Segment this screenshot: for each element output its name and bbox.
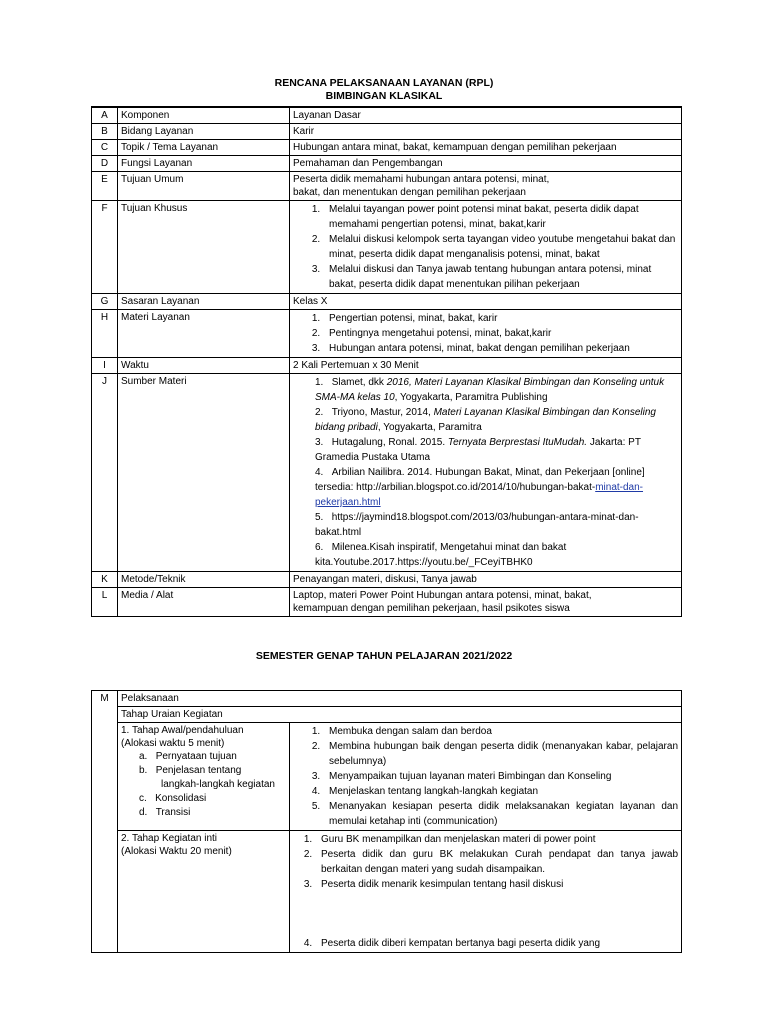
value-line: Laptop, materi Power Point Hubungan antara potensi, minat, bakat, [293, 590, 592, 601]
table-row [92, 374, 682, 572]
list-item: 2. Pentingnya mengetahui potensi, minat, bakat,karir [323, 326, 678, 341]
table-row [92, 572, 682, 588]
source-item: 2. Triyono, Mastur, 2014, Materi Layanan Klasikal Bimbingan dan Konseling bidang pribadi, Yogyakarta, Paramitra [315, 407, 656, 433]
list-item: 3. Hubungan antara potensi, minat, bakat dengan pemilihan pekerjaan [323, 341, 678, 356]
stage-2-label: 2. Tahap Kegiatan inti (Alokasi Waktu 20 menit) [118, 831, 290, 953]
document-title: RENCANA PELAKSANAAN LAYANAN (RPL) [274, 77, 494, 89]
row-code: A [92, 107, 118, 124]
row-label: Media / Alat [118, 588, 290, 617]
section-subtitle: Tahap Uraian Kegiatan [118, 707, 682, 723]
stage-2-activities [290, 831, 682, 953]
row-label: Materi Layanan [118, 310, 290, 358]
pelaksanaan-table [91, 690, 682, 953]
table-row [92, 140, 682, 156]
list-item: 5. Menanyakan kesiapan peserta didik melaksanakan kegiatan layanan dan memulai ketahap inti (communication) [323, 799, 678, 829]
row-code: B [92, 124, 118, 140]
list-item: 1. Membuka dengan salam dan berdoa [323, 724, 678, 739]
row-label: Fungsi Layanan [118, 156, 290, 172]
semester-heading: SEMESTER GENAP TAHUN PELAJARAN 2021/2022 [255, 650, 513, 662]
table-row [92, 707, 682, 723]
table-row [92, 588, 682, 617]
list-item: a. Pernyataan tujuan [139, 751, 237, 762]
row-label: Sumber Materi [118, 374, 290, 572]
list-item: 1. Melalui tayangan power point potensi minat bakat, peserta didik dapat memahami pengertian potensi, minat, bakat,karir [323, 202, 678, 232]
row-value [290, 201, 682, 294]
table-row [92, 156, 682, 172]
list-item: 1. Pengertian potensi, minat, bakat, karir [323, 311, 678, 326]
row-value: Pemahaman dan Pengembangan [290, 156, 682, 172]
row-code: I [92, 358, 118, 374]
source-item: 3. Hutagalung, Ronal. 2015. Ternyata Berprestasi ItuMudah. Jakarta: PT Gramedia Pustaka Utama [315, 437, 641, 463]
row-label: Bidang Layanan [118, 124, 290, 140]
table-row [92, 172, 682, 201]
row-label: Topik / Tema Layanan [118, 140, 290, 156]
list-item: 2. Membina hubungan baik dengan peserta didik (menanyakan kabar, pelajaran sebelumnya) [323, 739, 678, 769]
row-value: Karir [290, 124, 682, 140]
stage-1-activities [290, 723, 682, 831]
row-value: Kelas X [290, 294, 682, 310]
list-item: c. Konsolidasi [139, 793, 207, 804]
list-item: langkah-langkah kegiatan [161, 779, 275, 790]
source-item: 6. Milenea.Kisah inspiratif, Mengetahui minat dan bakat kita.Youtube.2017.https://youtu.be/_FCeyiTBHK0 [315, 542, 567, 568]
table-row [92, 358, 682, 374]
row-code: E [92, 172, 118, 201]
list-item: 4. Menjelaskan tentang langkah-langkah kegiatan [323, 784, 678, 799]
list-item: 3. Peserta didik menarik kesimpulan tentang hasil diskusi [315, 877, 678, 892]
list-item: 2. Melalui diskusi kelompok serta tayangan video youtube mengetahui bakat dan minat, peserta didik dapat menganalisis potensi, minat, bakat [323, 232, 678, 262]
list-item: 3. Menyampaikan tujuan layanan materi Bimbingan dan Konseling [323, 769, 678, 784]
row-label: Sasaran Layanan [118, 294, 290, 310]
row-value [290, 310, 682, 358]
row-label: Tujuan Khusus [118, 201, 290, 294]
table-row [92, 723, 682, 831]
value-line: bakat, dan menentukan dengan pemilihan pekerjaan [293, 187, 526, 198]
section-code: M [92, 691, 118, 953]
row-value: 2 Kali Pertemuan x 30 Menit [290, 358, 682, 374]
row-label: Komponen [118, 107, 290, 124]
row-value: Layanan Dasar [290, 107, 682, 124]
row-code: J [92, 374, 118, 572]
row-value: Hubungan antara minat, bakat, kemampuan dengan pemilihan pekerjaan [290, 140, 682, 156]
row-code: H [92, 310, 118, 358]
table-row [92, 107, 682, 124]
source-item: 1. Slamet, dkk 2016, Materi Layanan Klasikal Bimbingan dan Konseling untuk SMA-MA kelas 10, Yogyakarta, Paramitra Publishing [315, 377, 665, 403]
table-row [92, 124, 682, 140]
row-label: Waktu [118, 358, 290, 374]
row-code: G [92, 294, 118, 310]
row-value [290, 172, 682, 201]
list-item: 1. Guru BK menampilkan dan menjelaskan materi di power point [315, 832, 678, 847]
table-row [92, 201, 682, 294]
row-value [290, 374, 682, 572]
row-label: Metode/Teknik [118, 572, 290, 588]
value-line: kemampuan dengan pemilihan pekerjaan, hasil psikotes siswa [293, 603, 570, 614]
rpl-table [91, 106, 682, 617]
list-item: 3. Melalui diskusi dan Tanya jawab tentang hubungan antara potensi, minat bakat, peserta didik dapat menentukan pilihan pekerjaan [323, 262, 678, 292]
document-subtitle: BIMBINGAN KLASIKAL [325, 90, 443, 102]
row-label: Tujuan Umum [118, 172, 290, 201]
value-line: Peserta didik memahami hubungan antara potensi, minat, [293, 174, 550, 185]
table-row [92, 691, 682, 707]
section-title: Pelaksanaan [118, 691, 682, 707]
row-code: L [92, 588, 118, 617]
stage-1-label: 1. Tahap Awal/pendahuluan (Alokasi waktu 5 menit) a. Pernyataan tujuan b. Penjelasan tentang langkah-langkah kegiatan c. Konsolidasi d. Transisi [118, 723, 290, 831]
source-link[interactable]: minat-dan-pekerjaan.html [315, 482, 644, 508]
row-code: C [92, 140, 118, 156]
row-code: D [92, 156, 118, 172]
list-item: 2. Peserta didik dan guru BK melakukan Curah pendapat dan tanya jawab berkaitan dengan materi yang sudah disampaikan. [315, 847, 678, 877]
table-row [92, 294, 682, 310]
table-row [92, 310, 682, 358]
list-item: 4. Peserta didik diberi kempatan bertanya bagi peserta didik yang [315, 936, 678, 951]
row-code: K [92, 572, 118, 588]
table-row [92, 831, 682, 953]
source-item: 5. https://jaymind18.blogspot.com/2013/03/hubungan-antara-minat-dan-bakat.html [315, 512, 639, 538]
list-item: b. Penjelasan tentang [139, 765, 242, 776]
row-code: F [92, 201, 118, 294]
row-value: Penayangan materi, diskusi, Tanya jawab [290, 572, 682, 588]
row-value [290, 588, 682, 617]
list-item: d. Transisi [139, 807, 191, 818]
source-item: 4. Arbilian Nailibra. 2014. Hubungan Bakat, Minat, dan Pekerjaan [online] tersedia: http://arbilian.blogspot.co.id/2014/10/hubungan-bakat-minat-dan-pekerjaan.html [315, 467, 645, 508]
